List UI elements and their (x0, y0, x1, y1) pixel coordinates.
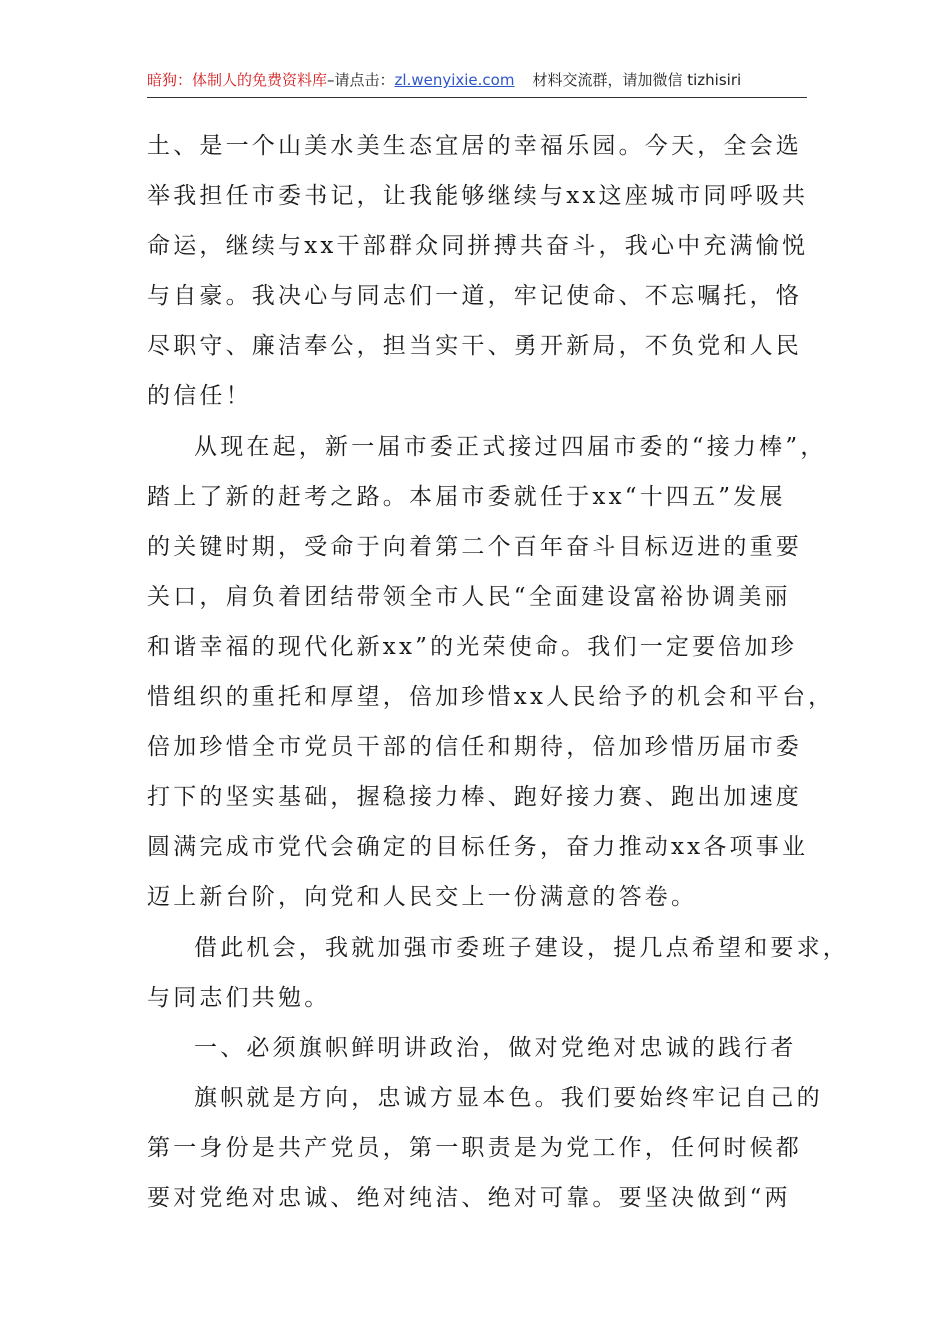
header-brand: 暗狗：体制人的免费资料库 (147, 71, 328, 89)
document-body (147, 121, 849, 1223)
header-click-prompt: –请点击： (327, 71, 395, 89)
text-line: 打下的坚实基础，握稳接力棒、跑好接力赛、跑出加速度 (147, 784, 802, 811)
text-line: 踏上了新的赶考之路。本届市委就任于xx“十四五”发展 (147, 483, 786, 510)
text-line: 土、是一个山美水美生态宜居的幸福乐园。今天，全会选 (147, 133, 802, 159)
text-line: 的信任！ (147, 383, 252, 410)
text-line: 与同志们共勉。 (147, 984, 331, 1011)
page-header (147, 66, 807, 98)
text-line: 要对党绝对忠诚、绝对纯洁、绝对可靠。要坚决做到“两 (147, 1184, 791, 1211)
text-line: 惜组织的重托和厚望，倍加珍惜xx人民给予的机会和平台， (147, 684, 835, 711)
section-heading: 一、必须旗帜鲜明讲政治，做对党绝对忠诚的践行者 (194, 1034, 797, 1061)
text-line: 关口，肩负着团结带领全市人民“全面建设富裕协调美丽 (147, 583, 791, 610)
text-line: 与自豪。我决心与同志们一道，牢记使命、不忘嘱托，恪 (147, 283, 802, 310)
paragraph-start-line: 旗帜就是方向，忠诚方显本色。我们要始终牢记自己的 (194, 1084, 823, 1111)
paragraph-start-line: 借此机会，我就加强市委班子建设，提几点希望和要求， (194, 934, 849, 961)
paragraph-start-line: 从现在起，新一届市委正式接过四届市委的“接力棒”， (194, 433, 827, 460)
text-line: 举我担任市委书记，让我能够继续与xx这座城市同呼吸共 (147, 183, 809, 210)
text-line: 倍加珍惜全市党员干部的信任和期待，倍加珍惜历届市委 (147, 734, 802, 761)
header-wechat-note: 材料交流群，请加微信 tizhisiri (532, 71, 742, 89)
text-line: 尽职守、廉洁奉公，担当实干、勇开新局，不负党和人民 (147, 333, 802, 360)
text-line: 第一身份是共产党员，第一职责是为党工作，任何时候都 (147, 1134, 802, 1161)
text-line: 和谐幸福的现代化新xx”的光荣使命。我们一定要倍加珍 (147, 633, 797, 660)
text-line: 的关键时期，受命于向着第二个百年奋斗目标迈进的重要 (147, 533, 802, 560)
text-line: 命运，继续与xx干部群众同拼搏共奋斗，我心中充满愉悦 (147, 233, 809, 260)
header-site-link[interactable]: zl.wenyixie.com (394, 71, 515, 89)
text-line: 圆满完成市党代会确定的目标任务，奋力推动xx各项事业 (147, 834, 809, 861)
text-line: 迈上新台阶，向党和人民交上一份满意的答卷。 (147, 884, 698, 911)
